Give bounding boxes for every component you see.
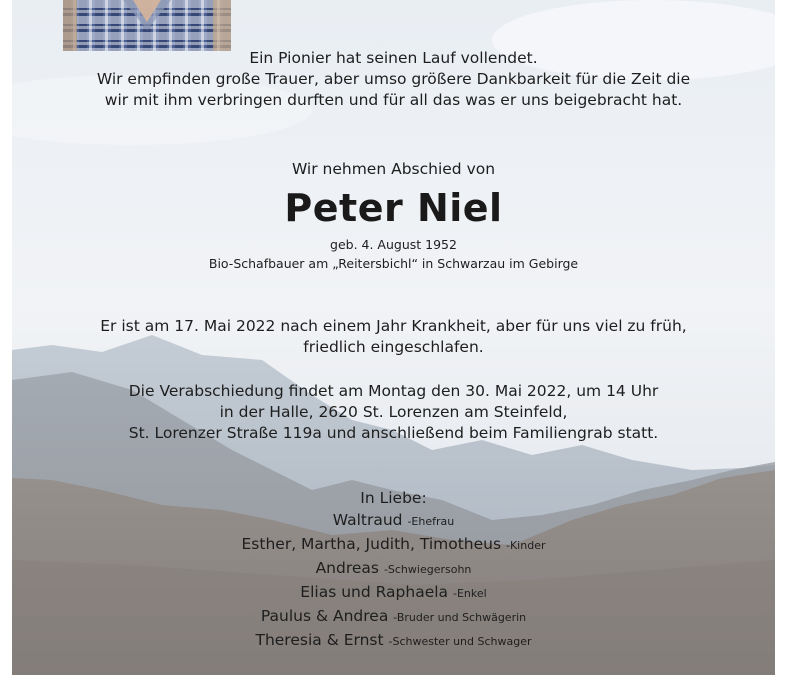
intro-line: Ein Pionier hat seinen Lauf vollendet. bbox=[249, 49, 538, 67]
member-names: Elias und Raphaela bbox=[300, 583, 449, 601]
birth-date: geb. 4. August 1952 bbox=[330, 237, 457, 252]
member-relation: -Schwiegersohn bbox=[383, 563, 472, 576]
member-relation: -Ehefrau bbox=[407, 515, 455, 528]
death-notice-line: friedlich eingeschlafen. bbox=[303, 338, 484, 356]
family-member bbox=[0, 629, 787, 653]
intro-text bbox=[0, 48, 787, 111]
member-relation: -Bruder und Schwägerin bbox=[393, 611, 527, 624]
family-list bbox=[0, 487, 787, 653]
family-member bbox=[0, 533, 787, 557]
farewell-heading: Wir nehmen Abschied von bbox=[291, 160, 496, 178]
member-relation: -Kinder bbox=[506, 539, 546, 552]
ceremony-line: St. Lorenzer Straße 119a und anschließend beim Familiengrab statt. bbox=[128, 424, 659, 442]
portrait-photo bbox=[63, 0, 231, 51]
deceased-name: Peter Niel bbox=[284, 186, 503, 230]
death-notice-line: Er ist am 17. Mai 2022 nach einem Jahr Krankheit, aber für uns viel zu früh, bbox=[100, 317, 687, 335]
family-heading: In Liebe: bbox=[360, 489, 427, 507]
member-names: Theresia & Ernst bbox=[255, 631, 384, 649]
member-relation: -Schwester und Schwager bbox=[388, 635, 532, 648]
family-member bbox=[0, 509, 787, 533]
member-names: Andreas bbox=[315, 559, 379, 577]
member-names: Waltraud bbox=[332, 511, 403, 529]
family-member bbox=[0, 605, 787, 629]
ceremony-info bbox=[0, 381, 787, 444]
death-notice bbox=[0, 316, 787, 358]
member-names: Esther, Martha, Judith, Timotheus bbox=[241, 535, 502, 553]
occupation: Bio-Schafbauer am „Reitersbichl“ in Schwarzau im Gebirge bbox=[208, 256, 579, 271]
member-names: Paulus & Andrea bbox=[260, 607, 389, 625]
intro-line: Wir empfinden große Trauer, aber umso größere Dankbarkeit für die Zeit die bbox=[96, 70, 691, 88]
deceased-details bbox=[0, 235, 787, 273]
intro-line: wir mit ihm verbringen durften und für all das was er uns beigebracht hat. bbox=[104, 91, 683, 109]
ceremony-line: in der Halle, 2620 St. Lorenzen am Steinfeld, bbox=[219, 403, 568, 421]
member-relation: -Enkel bbox=[452, 587, 487, 600]
family-member bbox=[0, 581, 787, 605]
family-member bbox=[0, 557, 787, 581]
ceremony-line: Die Verabschiedung findet am Montag den 30. Mai 2022, um 14 Uhr bbox=[128, 382, 659, 400]
